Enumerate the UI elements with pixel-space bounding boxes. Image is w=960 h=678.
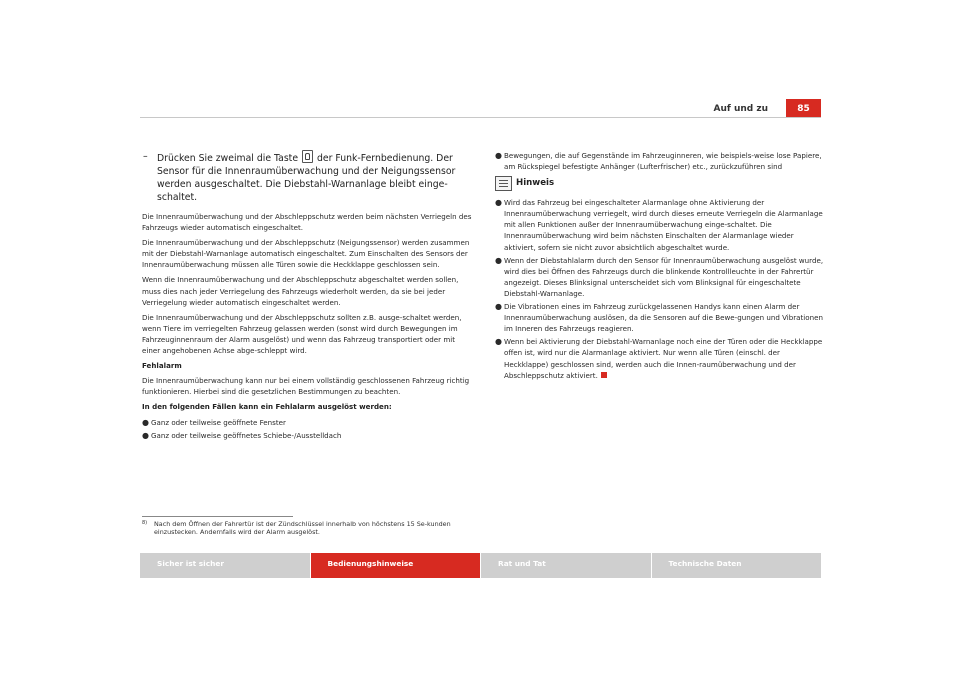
- paragraph: Die Innenraumüberwachung und der Abschleppschutz werden beim nächsten Verriegeln des Fahrzeugs wieder automatisch eingeschaltet.: [142, 212, 472, 233]
- note-item: ● Wenn der Diebstahlalarm durch den Sensor für Innenraumüberwachung ausgelöst wurde, wird dies bei Öffnen des Fahrzeugs durch die blinkende Kontrollleuchte in der Fahrertür angezeigt. Dieses Blinksignal unterscheidet sich vom Blinksignal für eingeschaltete Diebstahl-Warnanlage.: [495, 255, 824, 298]
- note-item: ● Die Vibrationen eines im Fahrzeug zurückgelassenen Handys kann einen Alarm der Innenraumüberwachung auslösen, da die Sensoren auf die Bewe-gungen und Vibrationen im Inneren des Fahrzeugs reagieren.: [495, 302, 823, 334]
- page-number-badge: 85: [786, 99, 821, 118]
- footnote-number: 8): [142, 520, 148, 526]
- list-item: ● Bewegungen, die auf Gegenstände im Fahrzeuginneren, wie beispiels-weise lose Papiere, am Rückspiegel befestigte Anhänger (Lufterfrischer) etc., zurückzuführen sind: [495, 151, 822, 172]
- list-item: ● Ganz oder teilweise geöffnetes Schiebe-/Ausstelldach: [142, 430, 342, 440]
- paragraph: Wenn die Innenraumüberwachung und der Abschleppschutz abgeschaltet werden sollen, muss dies nach jeder Verriegelung des Fahrzeugs wiederholt werden, da sie bei jeder Verriegelung wieder automatisch eingeschaltet werden.: [142, 275, 459, 307]
- step-dash: –: [143, 151, 148, 162]
- list-item: ● Ganz oder teilweise geöffnete Fenster: [142, 417, 286, 427]
- section-heading: Fehlalarm: [142, 361, 182, 371]
- paragraph: Die Innenraumüberwachung und der Abschleppschutz sollten z.B. ausge-schaltet werden, wenn Tiere im verriegelten Fahrzeug gelassen werden (sonst wird durch Bewegungen im Fahrzeuginnenraum der Alarm ausgelöst) und wenn das Fahrzeug transportiert oder mit einer angehobenen Achse abge-schleppt wird.: [142, 312, 462, 356]
- note-item: ● Wenn bei Aktivierung der Diebstahl-Warnanlage noch eine der Türen oder die Heckklappe offen ist, wird nur die Alarmanlage aktiviert. Nur wenn alle Türen (einschl. der Heckklappe) geschlossen sind, werden auch die Innen-raumüberwachung und der Abschleppschutz aktiviert.: [495, 337, 823, 380]
- footer-tab-technische-daten[interactable]: Technische Daten: [652, 553, 822, 578]
- header-divider: [140, 117, 821, 118]
- footer-tab-rat-und-tat[interactable]: Rat und Tat: [481, 553, 651, 578]
- note-icon: [495, 176, 512, 191]
- footer-nav: [140, 553, 821, 578]
- paragraph: Die Innenraumüberwachung und der Abschleppschutz (Neigungssensor) werden zusammen mit der Diebstahl-Warnanlage automatisch eingeschaltet. Zum Einschalten des Sensors der Innenraumüberwachung müssen alle Türen sowie die Heckklappe geschlossen sein.: [142, 238, 470, 270]
- right-column: [495, 150, 825, 383]
- left-column: [142, 150, 472, 443]
- footnote-text: Nach dem Öffnen der Fahrertür ist der Zündschlüssel innerhalb von höchstens 15 Se-kunden einzustecken. Andernfalls wird der Alarm ausgelöst.: [154, 520, 451, 537]
- bullet-dot-icon: ●: [495, 151, 502, 160]
- instruction-step: [142, 150, 474, 204]
- bullet-dot-icon: ●: [495, 255, 502, 265]
- footnote: [142, 520, 477, 536]
- bullet-dot-icon: ●: [142, 417, 149, 427]
- footer-tab-sicher[interactable]: Sicher ist sicher: [140, 553, 310, 578]
- header-title: Auf und zu: [713, 104, 768, 114]
- note-item: ● Wird das Fahrzeug bei eingeschalteter Alarmanlage ohne Aktivierung der Innenraumüberwachung verriegelt, wird durch dieses erneute Verriegeln die Alarmanlage mit allen Funktionen außer der Innenraumüberwachung einge-schaltet. Die Innenraumüberwachung wird beim nächsten Einschalten der Alarmanlage wieder aktiviert, sofern sie nicht zuvor absichtlich abgeschaltet wurde.: [495, 198, 823, 252]
- note-header: [495, 176, 825, 191]
- footer-tab-bedienungshinweise[interactable]: Bedienungshinweise: [311, 553, 481, 578]
- note-label: Hinweis: [516, 178, 555, 189]
- unlock-key-icon: [302, 150, 313, 163]
- bullet-dot-icon: ●: [495, 302, 502, 312]
- bullet-dot-icon: ●: [142, 430, 149, 440]
- paragraph: Die Innenraumüberwachung kann nur bei einem vollständig geschlossenen Fahrzeug richtig funktionieren. Hierbei sind die gesetzlichen Bestimmungen zu beachten.: [142, 376, 470, 397]
- list-heading: In den folgenden Fällen kann ein Fehlalarm ausgelöst werden:: [142, 402, 392, 412]
- bullet-dot-icon: ●: [495, 198, 502, 208]
- end-of-section-icon: [601, 372, 607, 378]
- footnote-divider: [142, 516, 293, 517]
- step-text: Drücken Sie zweimal die Taste der Funk-Fernbedienung. Der Sensor für die Innenraumüberwachung und der Neigungssensor werden ausgeschaltet. Die Diebstahl-Warnanlage bleibt einge-schaltet.: [157, 150, 474, 204]
- bullet-dot-icon: ●: [495, 337, 502, 347]
